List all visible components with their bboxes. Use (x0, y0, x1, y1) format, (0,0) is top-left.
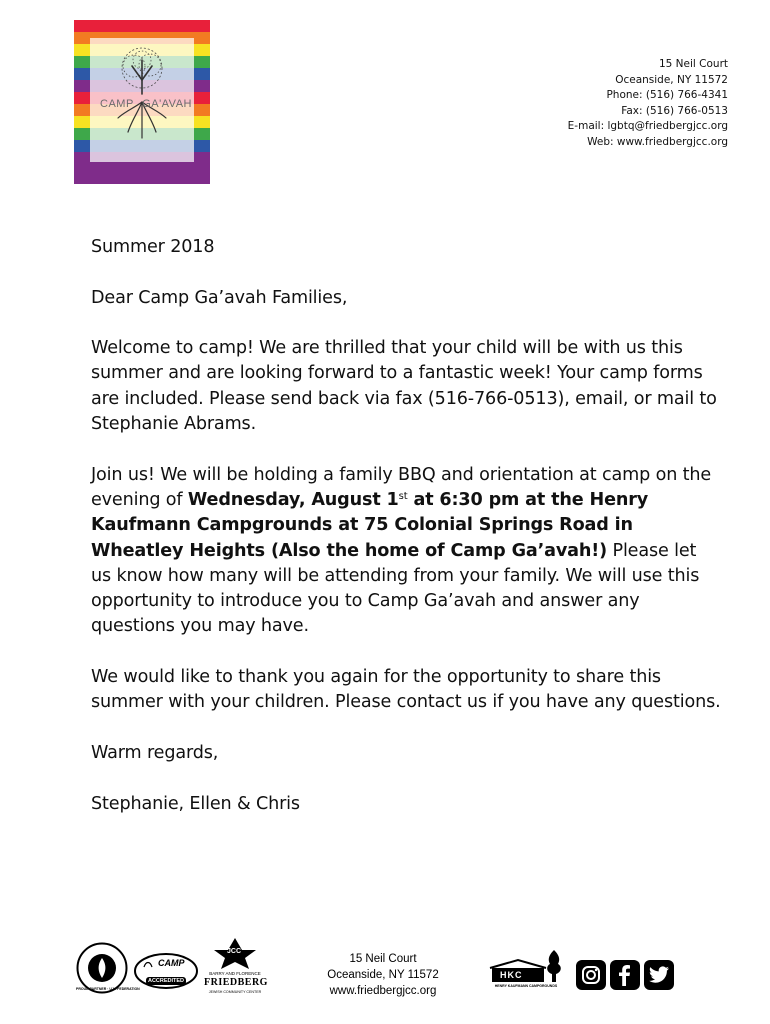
letter-paragraph-thanks: We would like to thank you again for the opportunity to share this summer with your children. Please contact us if you have any questions. (91, 667, 721, 713)
footer-web: www.friedbergjcc.org (329, 985, 437, 997)
bbq-date-suffix: st (398, 490, 408, 502)
contact-phone: Phone: (516) 766-4341 (606, 89, 728, 101)
logo-stripe (74, 176, 210, 184)
contact-fax: Fax: (516) 766-0513 (621, 104, 728, 117)
logo-text-camp: CAMP (100, 98, 134, 110)
footer-address-line1: 15 Neil Court (349, 953, 417, 965)
letter-closing: Warm regards, (91, 742, 219, 763)
camp-gaavah-logo (74, 20, 210, 184)
letter-paragraph-welcome: Welcome to camp! We are thrilled that your child will be with us this summer and are looking forward to a fantastic week! Your camp forms are included. Please send back via fax (516-766-0513), email, or mail to Stephanie Abrams. (91, 338, 717, 435)
letter-date: Summer 2018 (91, 237, 215, 257)
letter-body (91, 235, 721, 842)
bbq-text-intro: Join us! We will be holding a family BBQ and orientation at camp on the evening of (91, 464, 712, 510)
aca-accredited-text: ACCREDITED (147, 978, 185, 984)
bbq-date: Wednesday, August 1 (187, 489, 399, 510)
contact-address-line1: 15 Neil Court (658, 58, 728, 70)
letter-paragraph-bbq (91, 463, 721, 640)
contact-block (568, 57, 728, 150)
social-icons (576, 960, 674, 990)
jcc-mark: JCC (227, 948, 242, 955)
hkc-campgrounds-logo (488, 946, 564, 994)
contact-address-line2: Oceanside, NY 11572 (615, 73, 728, 86)
jcc-line1: BARRY AND FLORENCE (209, 971, 261, 976)
letter-salutation: Dear Camp Ga’avah Families, (91, 287, 348, 308)
uja-ring-text: PROUD PARTNER · UJA FEDERATION (76, 987, 140, 991)
logo-text-gaavah: GA'AVAH (142, 98, 192, 110)
contact-web: Web: www.friedbergjcc.org (587, 135, 728, 148)
logo-stripe (74, 20, 210, 32)
twitter-icon[interactable] (644, 960, 674, 990)
instagram-icon[interactable] (576, 960, 606, 990)
hkc-mark: HKC (500, 970, 523, 980)
footer-address-line2: Oceanside, NY 11572 (327, 969, 439, 981)
hkc-caption: HENRY KAUFMANN CAMPGROUNDS (494, 984, 558, 988)
letter-signature: Stephanie, Ellen & Chris (91, 793, 300, 814)
bbq-text-outro: Please let us know how many will be attending from your family. We will use this opportunity to introduce you to Camp Ga’avah and answer any questions you may have. (91, 540, 700, 637)
contact-email: E-mail: lgbtq@friedbergjcc.org (567, 120, 728, 132)
footer-address (320, 951, 446, 999)
friedberg-jcc-logo (204, 936, 266, 998)
aca-accredited-logo (134, 953, 198, 989)
jcc-name: FRIEDBERG (204, 977, 268, 988)
logo-stripe (74, 164, 210, 176)
aca-camp-text: CAMP (158, 958, 185, 968)
bbq-location: at 6:30 pm at the Henry Kaufmann Campgrounds at 75 Colonial Springs Road in Wheatley Heights (Also the home of Camp Ga’avah!) (91, 489, 649, 561)
facebook-icon[interactable] (610, 960, 640, 990)
uja-federation-logo (76, 942, 140, 994)
jcc-line3: JEWISH COMMUNITY CENTER (208, 990, 262, 994)
